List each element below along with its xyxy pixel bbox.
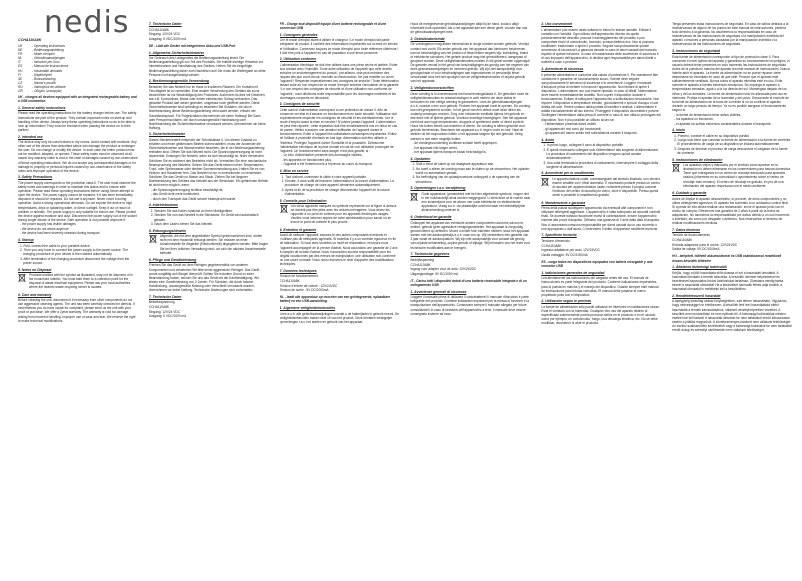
list-item: - l'alimentatore presenta danni visibili; [543,122,597,127]
language-item: DE - Bedienungsanleitung [18,48,64,53]
column-5 [541,22,661,575]
section-text: Les vieux appareils marqués du symbole représenté sur la figure ci-dessus ne doivent pas être jetés avec les ordures ménagères. Vous devez les rapporter à un point de collecte pour les appareils électriques usagés. Veuillez vous informer auprès de votre administration pour savoir où se trouve le point de collecte le plus proche. [290,204,397,225]
section-heading: 4. Inbetriebnahme [148,203,178,208]
list-item: - gli apparecchi non sono più funzionanti; [543,126,602,131]
section-heading: 1. Általános biztonsági tudnivalók [672,265,727,270]
section-heading: 1. Avvertenze generali di sicurezza [410,289,467,294]
intro-text: HU - beépített, tölthető akkumulátorral és USB csatlakozóval rendelkező összes készülék töltésére [672,254,782,263]
disposal-block [149,234,269,255]
spec-line: Tensión de funcionamiento [672,233,711,238]
section-heading: 1. Allgemeine Sicherheitshinweise [148,50,205,55]
spec-line: CCHA110A8K [541,243,562,248]
spec-line: CCHA110A8K [672,237,693,242]
list-item: 2. Nu hoeft u alleen de voeding maar aan te sluiten op de stroombron. Het opladen wordt nu automatisch gestart. [412,166,530,175]
section-text: Antes de limpiar el aparato desconéctelo, si procede, de otros componentes y no utilice detergentes agresivos. El aparato fue sometido a un cuidadoso control final. Si a pesar de ello desea realizar una reclamación, envíe el aparato junto con el recibo de compra. Ofrecemos una garantía de 2 años a partir de la fecha de adquisición. No asumimos la responsabilidad por daños debido a un uso incorrecto o indebido, así como por desgaste o deterioro. Nos reservamos el derecho de realizar modificaciones técnicas. [672,196,790,226]
section-heading: 4. Inicio [672,128,685,133]
section-heading: 6. Manutenzione e garanzia [541,200,586,205]
section-text: Lire le mode d'emploi avant d'utiliser le chargeur ! Le mode d'emploi fait partie intégrante du produit. Il contient des informations importantes sur la mise en service et l'utilisation. Conservez toujours ce mode d'emploi pour toute référence ultérieure ! Il doit être joint à l'appareil en cas de passation à une tierce personne. [279,38,399,55]
section-heading: 2. Utilisation conforme [279,57,317,62]
list-item: - die Spannungsversorgung sichtbar beschädigt ist, [150,187,224,192]
list-item: - Le bloc d'alimentation présente des dommages visibles, [281,153,363,158]
crossed-bin-icon [18,273,26,283]
list-item: 1. First, connect the cable to your portable device. [20,243,91,248]
text-columns [18,22,792,575]
section-heading: 1. General safety instructions [18,105,66,110]
spec-line: Tension de fonctionnement [279,274,318,279]
section-heading: 2. Gebruiksdoeleinde [410,36,445,41]
column-3 [280,22,400,575]
spec-line: Uscita voltaggio: 5V DC/1000mA [541,252,588,257]
column-2 [149,22,269,575]
disposal-block [18,273,138,290]
section-text: De voedingsbron mag alleen binnenshuis in droge ruimten worden gebruikt. Vermijd contact met vocht. Elk ander gebruik van het apparaat dan hierboven beschreven kan tot beschadiging van het product of letsel leiden wegens bijv. kortsluiting, brand of elektrische schokken. Het gehele product mag niet gemodificeerd, aangepast of geopend worden. Deze veiligheidsinstructies moeten in elk geval worden opgevolgd! De garantie vervalt in het geval van beschadigingen als gevolg van het negeren van deze gebruiksaanwijzingen en verkeerd gebruik. Wij zijn niet aansprakelijk voor gevolgschade of voor beschadigingen aan eigendommen of persoonlijk letsel veroorzaakt door het niet opvolgen van de veiligheidsinstructies of onjuist gebruik van het apparaat. [410,42,530,84]
section-heading: 6. Care and warranty [18,292,52,297]
list-item: - los aparatos no funcionan, [674,117,714,122]
section-text: Products marked with the symbol as illustrated, may not be disposed of in the household rubbish. You must take them to a collection point for the disposal of waste electrical equipment. Please ask your local authorities where the nearest waste recycling center is located. [29,273,133,290]
section-text: Before cleaning the unit, disconnect it if necessary from other components do not use aggressive cleaning agents. The unit has been carefully checked for defects. If nevertheless you do have cause for complaint, please send us the unit with your proof of purchase. We offer a 2year warranty. The warranty is void for damage arising from incorrect handling, improper use or wear and tear. We reserve the right to make technical modifications. [18,298,136,323]
section-text: Los aparatos viejos y marcados por el símbolo como aparece en la ilustración no deben eliminarse en los contenedores para basura doméstica. Tiene que entregarlos en un centro de reciclaje adecuado para aparatos usados (informese en su comunidad o ayuntamiento sobre el centro de reciclaje más cercano). El centro de reciclaje es gratuito, en pro de una eliminación del aparato respetuosa con el medio ambiente. [683,163,791,188]
list-item: 2. Then you only have to connect the power supply to the power source. The charging procedure of your device is then started automatically. [20,248,128,257]
spec-line: Tension d'entrée de voiture : 12V/24VDC [279,283,338,288]
list-item: 2. Luego sólo tiene que conectar la fuente de alimentación a la fuente de corriente. El procedimiento de carga de su dispositivo se iniciará automáticamente. [674,138,792,147]
spec-line: Betriebsspannung [148,300,175,305]
section-text: Tenga presentes estas instrucciones de seguridad. En caso de daños debidos a la inobservancia de alguno de los puntos de este manual de instrucciones, perderá todo derecho a la garantía. No asumiremos la responsabilidad en caso de inobservancia de las instrucciones de seguridad o la manipulación indebida del aparato o lesiones a personas causadas por la manipulación indebida o la inobservancia de las instrucciones de seguridad. [672,22,789,47]
section-heading: 6. Onderhoud en garantie [410,215,452,220]
section-text: A tápegység kizárólag száraz helyiségekben, zárt térben használható. Vigyázzon, hogy nedvességgel ne érintkezzen. A készülék fent leírt használatától eltérő használata a termék károsodásához, valamint veszélyhelyzethez vezethet. A készülék nem módosítható és nem nyitható fel. A biztonsági tudnivalókat minden esetben be kell tartani! A használati útmutató be nem tartásából eredő károsodások esetén a jótállás megszűnik. A következményes károkért nem vállalunk felelősséget. Az eszköz szakszerűtlen kezeléséből vagy a biztonsági tudnivalók be nem tartásából eredő dologi és személyi sérülésekért nem vállalunk felelősséget. [672,299,792,333]
section-text: Altgeräte, die mit dem abgebildeten Symbol gekennzeichnet sind, dürfen nicht mit dem Hausmüll entsorgt werden. Sie müssen an einer Annahmestelle für Altgeräte (Elektronikmüll) abgegeben werden. Bitte fragen Sie bei Ihrer örtlichen Verwaltung nach, wo sich die nächste Annahmestelle befindet. [159,234,269,255]
language-list [18,44,138,93]
list-item: 3. After termination of the charging procedure disconnect the voltage from the power source. [20,256,130,265]
section-heading: 3. Veiligheidsvoorschriften [410,85,454,90]
section-text: Please read the operating instructions for the battery charger before use. The safety instructions are part of the product. They contain important notes on start-up and handling of the device. Always keep these operating instructions so as to be able to look up information! They must be enclosed when passing the device on to third parties! [18,111,137,132]
section-heading: 1. Consignes générales [279,32,318,37]
crossed-bin-icon [280,204,288,214]
crossed-bin-icon [541,177,549,187]
spec-line: Ausgang: 5 VDC/1000 mA [148,36,187,41]
section-text: Deze voeding is in overeenkomst met beschermingsklasse II. De gebruiker moet de veiligheidsinstructies en waarschuwingen in acht nemen om deze status te behouden en een veilige werking te garanderen. Lees de gebruiksaanwijzingen a.u.b. voordat u een voor gebruik. Probeer het apparaat nooit te openen. De voeding kan niet gerepareerd worden. In het geval van een defect moet deze direct als zodanig vervangen worden. Zorg voor voldoende ventilatie tijdens het gebruik en dek deze niet af tijdens gebruik. Voorkom krachtige bewegingen. Stel het apparaat niet bloot aan hoge temperaturen, druppels of spetterend water of direct zonlicht. Houd het buiten bereik van kinderen of dieren. De voeding is alleen geschikt voor gebruik binnenshuis. Bescherm het apparaat a.u.b. tegen vocht en stof. Haal de stekker uit het stopcontact indien u het apparaat langere tijd niet gebruikt. Veilig werken is niet meer mogelijk indien: [410,91,530,141]
section-heading: 7. Datos técnicos [672,227,701,232]
section-heading: 2. Bestimmungsgemäße Verwendung [148,79,209,84]
section-heading: 3. Avvertenze di sicurezza [541,66,584,71]
spec-line: Salida de voltaje: 5V DC/1000mA [672,247,720,252]
list-item: - gli apparecchi hanno subito forti sollecitazioni durante il trasporto. [543,131,638,136]
section-text: Prima della pulizia scollegare l'apparecchio da eventuali altri componenti e non utilizzare detergenti aggressivi. L'apparecchio è stato sottoposto ad accurati controlli finali. Se doveste tuttavia riscontrare motivi di contestazione, inviare l'apparecchio insieme alla prova d'acquisto. Offriamo una garanzia di 2 anni dalla data di acquisto. Non ci assumiamo nessuna responsabilità per danni causati da un uso scorretto o non appropriato o dall'usura. Ci riserviamo il diritto di apportare modifiche tecniche. [541,206,661,231]
list-item: 1. In primo luogo, collegare il cavo al dispositivo portatile. [543,143,624,148]
list-item: 3. Na beëindiging van de oplaadprocedure ontkoppelt u de spanning van de stroombron. [412,175,520,184]
spec-line: Tension de sortie : 5V DC/1000mA [279,288,329,293]
section-heading: 5. Opmerkingen t.a.v. verwijdering [410,186,466,191]
list-item: 1. Stecken Sie das Kabel zunächst an Ihren Mobilgeräten. [150,208,233,213]
spec-line: Tensione d'esercizio [541,238,570,243]
section-heading: 7. Technische gegevens [410,252,450,257]
crossed-bin-icon [410,192,418,202]
section-heading: 3. Instrucciones de seguridad [672,49,721,54]
section-heading: 7. Technische Daten [148,22,182,26]
section-heading: 4. Avvio [541,137,555,142]
section-text: The power supply corresponds to the protection class II. The user must observe the safety notes and warnings in order to maintain this status and to ensure safe operation. Please read these operating instructions before using! Never attempt to open the device. The power supply cannot be repaired. If it has been immediately disposed of should be replaced. Do not use it anymore. Never cover it during operation. Avoid a strong operational demands. Do not expose the device to high temperatures, drips or splashing water, or direct sunlight. Keep it out of reach of children or animals. The power supply is only suitable for indoor use. Please protect the device against moisture and dust. Disconnect the power supply out of the socket during longer disuse of the device. Safe operation is not possible anymore if: [18,180,137,222]
list-item: - l'appareil a été fortement mis à l'épreuve au cours du transport. [281,162,373,167]
language-item: HU - Használati útmutató [18,68,63,73]
list-item: - la fuente de alimentación tiene daños visibles, [674,112,742,117]
spec-line: Entrada adaptador para el coche: 12V/24VDC [672,242,738,247]
section-text: Lea atentamente las instrucciones del cargador antes del uso. El manual de instrucciones es parte integrante del producto. Contiene indicaciones importantes para la puesta en marcha y el manejo del dispositivo. Guarde siempre este manual de instrucciones para futuras consultas. El manual debe pasarse al nuevo propietario junto con el dispositivo. [541,276,659,297]
section-text: Ontkoppel het apparaat van eventuele andere componenten alvorens schoon te maken; gebruik geen agressieve reinigingsmiddelen. Het apparaat is zorgvuldig gecontroleerd op defecten. Mocht u echter toch klachten hebben, stuur het apparaat samen met het aankoopbewijs a.u.b. naar ons op. Wij verstrekken een garantie van 2 jaar vanaf de aankoopdatum. Wij zijn niet aansprakelijk voor schade als gevolg van onjuiste behandeling, onjuist gebruik of slijtage. Wij behouden ons het recht voor technische modificaties aan te brengen. [410,221,531,250]
list-item: 2. Stecken Sie nun das Netzteil in die Steckdose. Ihr Gerät wird automatisch geladen. [150,213,259,222]
intro-text: NL - laadt alle apparatuur op voorzien van een geïntegreerde, oplaadbare batterij en een USB-aansluiting. [279,295,391,304]
section-text: Vor Gebrauch des Ladegerätes die Bedienungsanleitung lesen! Die Bedienungsanleitung gilt von Teil des Produkts. Sie enthält wichtige Hinweise zur Inbetriebnahme und Handhabung des Gerätes. Heben Sie die beigefügte Bedienungsanleitung daher zum Nachlesen auf! Die muss die Weitergabe an dritte Personen mit ausgehändigt werden. [148,56,266,77]
language-item: RO - Instrucţiuni de utilizare [18,84,66,89]
list-item: 3. Après la fin de la procédure de charge déconnectez l'appareil de la source d'alimentation. [281,187,390,196]
list-item: - the device had been severely stressed during transport. [20,231,101,236]
spec-line: CCHA110A8K [410,262,431,267]
section-heading: 1. Indicaciones generales de seguridad [541,270,605,275]
list-item: 1. Sluit u eerst de kabel op uw draagbare apparatuur aan. [412,162,494,167]
list-item: - het apparaat tijdens transport zwaar beschadigd is. [412,150,487,155]
list-item: 1. Tout d'abord, connectez le câble à votre appareil portable. [281,174,367,179]
spec-line: Bedrijfsspanning [410,257,435,262]
section-text: Houd de meegeleverde gebruiksaanwijzingen altijd bij de hand, zodat u altijd informatie kunt opzoeken! Als u het apparaat aan een derde geeft, voorzie dan ook de gebruiksaanwijzingen mee. [410,22,528,35]
crossed-bin-icon [672,163,680,173]
crossed-bin-icon [149,234,157,244]
section-heading: 6. Cuidado y garantía [672,190,707,195]
section-heading: 5. Conseils pour l'élimination [279,198,327,203]
section-heading: 2. Utilización según lo previsto [541,299,592,304]
spec-line: Ausgang: 5 VDC/1000 mA [148,314,187,319]
language-item: FI - Käyttöohjeet [18,72,52,77]
section-heading: 5. Instrucciones de eliminación [672,157,723,162]
list-item: 2. È quindi necessario collegare solo l'alimentatore alla sorgente di alimentazione. La procedura di caricamento del dispositivo vengono quindi avviate automaticamente. [543,147,659,161]
section-text: Leggere il manuale prima di utilizzare il caricabatterie! Il manuale d'istruzioni è parte integrante del prodotto. Contiene indicazioni importanti per la messa in funzione e la manipolazione dell'apparecchio. Conservare sempre il manuale allegato per future consultazioni! In caso di cessione dell'apparecchio a terzi, il manuale deve essere consegnato insieme ad esso. [410,295,530,316]
section-heading: 3. Sicherheitshinweise [148,132,186,137]
section-heading: 2. Uso conveniente [541,22,573,26]
list-item: - das Gerät nicht mehr funktioniert, [150,192,200,197]
language-item: ES - Manual de instrucciones [18,64,69,69]
section-text: Benutzen Sie das Netzteil nur im Haus in trockenen Räumen. Ein Kontakt mit Feuchtigkeit ist zu vermeiden. Eine andere Verwendung des Gerätes als zuvor beschrieben ist zur Beschädigung des Produktes. Außerdem ist dies mit Gefahren, wie z.B. Kurzschluss, Brand oder einem elektrischen Schlag verbunden. Das gesamte Produkt darf weder geändert, umgebaut noch geöffnet werden. Diese Sicherheitshinweise sind unbedingt zu beachten! Bei Schäden, die durch Nichtbeachtung dieser Bedienungsanleitung verursacht werden, erlischt der Garantieanspruch. Für Folgeschäden übernehmen wir keine Haftung! Bei Sach- oder Personenschäden, die durch unsachgemäße Handhabung oder Nichtbeachtung der Sicherheitshinweise verursacht werden, übernehmen wir keine Haftung. [148,84,266,130]
language-item: CZ - Návod k použití [18,80,56,85]
section-text: The device may only be used indoors in dry rooms. Avoid contact with moisture. Any other use of the device than described above can damage the product or endanger the user. Do not change or modify the device. In such case the entire product must not be modified, adapted, or opened. These safety notes must be observed at all cases! Any warranty claim is void in the case of damages caused by non-observance of these operating instructions. We do not accept any consequential damages or for damage to property or personal injuries caused by non-observance of the safety notes and improper operation of the device. [18,140,138,173]
list-item: - les appareils ne fonctionnent plus, [281,157,332,162]
section-text: L'alimentatore può essere usato soltanto in interni in stanze asciutte. Evitare il contatto con l'umidità. Ogni utilizzo dell'apparecchio diverso da quello precedentemente descritto provoca il danneggiamento del prodotto e può comportare rischi di cortocircuito, incendio, scossa elettrica ecc. Non si possono modificare, trasformare o aprire il prodotto. Seguire scrupolosamente queste avvertenze di sicurezza! La garanzia decade in caso di danni causati dal mancato rispetto di queste istruzioni. In caso di inosservanza delle avvertenze di sicurezza e di uso improprio dell'apparecchio, si declina ogni responsabilità per danni diretti o indiretti a cose o persone. [541,27,659,65]
section-text: Oude apparatuur, gemarkeerd met het hier afgebeelde symbool, mogen niet in het huishoudelijk afval worden weggegooid. U dient deze af te voeren naar een inzamelpunt voor de afvoer van oude elektrische en elektronische apparatuur. Vraag a.u.b. uw plaatselijke overheid waar het dichtstbijzijnde afvalverwerking centrum is. [421,191,531,213]
spec-line: Uitgangsvoltage: 5V DC/1000 mA [410,271,459,276]
section-text: Kérjük, hogy a töltő használata előtt olvassa el ezt a használati útmutatót. A használati útmutató a termék tartozéka. A készülék üzembe helyezésével és kezelésével kapcsolatos fontos tudnivalókat tartalmaz. Olvasásra mindig tartsa kéznél a használati útmutatót! Ha a készüléket harmadik félnek adja tovább, a használati útmutatót is mellékelni kell a készülékhez. [672,270,784,292]
intro-text: FR - Charge tout dispositif équipé d'une batterie rechargeable et d'une connexion USB [279,22,387,31]
spec-line: CCHA110A8K [148,27,169,32]
section-text: Esta fuente de alimentación corresponde al tipo de protección clase II. Para conservar el nivel óptimo del aparato y garantizar su funcionamiento sin peligros, el usuario deberá tener presentes en todo momento las instrucciones de seguridad. Antes de la puesta en marcha del aparato lea este manual de instrucciones. Nunca intente abrir el aparato. La fuente de alimentación no se puede reparar; debe desecharse de inmediato en caso de que falle. Procure que el aparato esté suficientemente ventilado. Nunca cubra el aparato mientras esté en uso. Evite someter el aparato a fuertes esfuerzos mecánicos. No exponga el aparato a temperaturas elevadas, agua o a la luz directa del sol. Manténgalo alejado de los niños y de los animales. La fuente de alimentación solo es adecuada para uso en interiores. Proteja el aparato de la humedad y del polvo. Desconecte el enchufe de la fuente de alimentación de la toma de corriente si no va a utilizar el aparato durante un largo periodo de tiempo. Ya no es posible asegurar el funcionamiento seguro si: [672,54,790,112]
column-6 [672,22,792,575]
spec-line: Eingang: 12V/24 VDC [148,309,181,314]
intro-text: IT - Carica tutti i dispositivi dotati di una batteria ricaricabile integrata e di un collegamento USB [410,278,527,288]
list-item: 3. Una volta terminata la procedura di caricamento, interrompere il voltaggio della sorgente di alimentazione. [543,160,659,169]
section-heading: 6. Pflege und Gewährleistung [148,257,197,262]
list-item: 3. Nach dem Laden ziehen Sie das Netzteil. [150,222,213,227]
disposal-block [672,163,792,188]
column-1 [18,22,138,575]
section-heading: 4. Opstarten [410,156,431,161]
section-text: La fuente de alimentación sólo puede utilizarse en interiores en habitaciones secas. Evite el contacto con la humedad. Cualquier otro uso del aparato distinto al especificado anteriormente podría provocar daños en el producto o en el usuario, como por ejemplo, un cortocircuito, fuego, una descarga eléctrica, etc. No se debe modificar, reconstruir ni abrir el producto. [541,304,660,326]
language-item: SE - Bruksanvisning [18,76,56,81]
section-text: Il presente alimentatore è conforme alla classe di protezione II. Per mantenere tale condizione e garantire un funzionamento sicuro, l'utente deve seguire scrupolosamente le istruzioni di sicurezza e le avvertenze. Leggere il manuale d'istruzioni prima di mettere in funzione l'apparecchio. Non tentare di aprire il dispositivo. L'alimentatore non può essere riparato; in caso di difetti, l'alimentatore deve essere immediatamente smaltito. Non coprire il dispositivo durante il funzionamento. Evitare di sottoporre l'apparecchio a sollecitazioni meccaniche. Non esporre il dispositivo a temperature elevate, gocciolamenti o spruzzi d'acqua o luce diretta del sole. Tenere lontano dalla portata di bambini e animali. L'alimentatore è adatto esclusivamente all'uso interno. Proteggere il dispositivo da umidità e polvere. Scollegare l'alimentatore dalla presa di corrente in caso di non utilizzo prolungato del dispositivo. Non è più possibile un utilizzo sicuro se: [541,72,661,122]
section-text: Cette source d'alimentation correspond à une protection de classe II. Afin de conserver cet état et d'assurer un fonctionnement en toute sécurité, l'utilisateur doit impérativement respecter les consignes de sécurité et les avertissements. Lire le mode d'emploi avant la mise en service ! N'ouvrez jamais l'appareil. L'alimentation ne peut être réparée : cette réparation doit être immédiatement mis en rebut en cas de panne. Veillez à assurer une aération suffisante de l'appareil durant le fonctionnement. Eviter à l'appareil les sollicitations mécaniques importantes. Evitez de l'utiliser à proximité d'enfants en bas âge. Alimentation doit être utilisée à l'intérieur. Protégez l'appareil contre l'humidité et la poussière. Débrancher l'alimentation électrique de la prise murale en cas de non utilisation prolongée de l'appareil. Un fonctionnement sans danger n'est plus garanti, si : [279,107,398,153]
section-text: Le apparecchiature usate, contrassegnate dal simbolo illustrato, non devono essere smaltite con i rifiuti domestici. È necessario portarle presso un centro di raccolta per apparecchiature usate; richiedere presso il proprio comune l'indirizzo del centro di raccolta più vicino, dove è disponibile. Presso questi centri è possibile lo smaltimento gratuito. [552,176,661,198]
language-item: GR - Οδηγίες λειτουργίας [18,89,62,94]
section-heading: 4. Startup [18,238,34,243]
section-heading: 2. Rendeltetésszerű használat [672,293,721,298]
spec-line: Ingresso adattatore per auto: 12V/24VDC [541,248,600,253]
disposal-block [541,177,661,198]
language-item: UK - Operating instructions [18,43,65,48]
language-item: FR - Mode d'emploi [18,52,55,57]
intro-text: UK - charges all devices equipped with an integrated rechargeable battery and a USB connection. [18,95,137,104]
list-item: - the power supply has visible damages [20,222,76,227]
disposal-block [280,204,400,225]
section-text: Dieses Steckernetzteil entspricht der Schutzklasse II. Um diesen Zustand zu erhalten und einen gefahrlosen Betrieb sicherzustellen, muss der Anwender die Sicherheitshinweise und Warnvermerke beachten, die in der Bedienungsanleitung enthalten sind. Öffnen Sie das Netzteil nicht. Die Spannungsversorgung ist nicht reparierbar. Entsorgen Sie Netzteil, wenn es sich beschädigt ist. Nicht verwenden. Schützen Sie es während des Betriebes nicht ab. Vermeiden Sie eine mechanische Beanspruchung des Netzteils. Setzen Sie das Gerät keinen hohen Temperaturen, Tropf- oder Spritzwasser oder direkter Sonneneinstrahlung aus. Halten Sie es von Kindern und Haustieren fern. Das Netzteil ist nur in Innenräumen zu verwenden. Schützen Sie das Gerät vor Nässe und Staub. Ziehen Sie bei längerer Nichtbenutzung des Gerätes das Netzteil aus der Steckdose. Ein gefahrloser Betrieb ist nicht mehr möglich, wenn: [148,138,269,188]
section-text: Avant de nettoyer l'appareil, séparez-le des autres composants éventuels et n'utilisez pas de nettoyants agressifs. Si toutefois il y a un contrôle rigoureux en fin de fabrication. Si vous avez toutefois un motif de réclamation, renvoyez-nous l'appareil accompagné de la preuve d'achat. Nous accordons une garantie de 2 ans à compter de la date d'achat. Nous n'acceptons aucune responsabilité pour les dégâts occasionnés par des erreurs de manipulation, une utilisation non-conforme ou une usure normale. Nous nous réservons le droit d'apporter des modifications techniques. [279,233,398,266]
section-heading: 1. Algemene veiligheidsinstructies [279,306,336,311]
language-item: IT - Istruzioni per l'uso [18,60,60,65]
intro-text: ES - carga todos los dispositivos equipados con batería recargable y una conexión USB [541,260,653,269]
language-item: NL - Gebruiksaanwijzingen [18,56,66,61]
section-heading: 3. Consignes de sécurité [279,102,320,107]
list-item: - het apparaat niet langer werkt, [412,145,458,150]
spec-line: CCHA110A8K [279,278,300,283]
section-text: Trennen Sie das Gerät vor dem Reinigen gegebenenfalls von anderen Komponenten und verwenden Sie bitte keine aggressiven Reiniger. Das Gerät wurde sorgfältig auf Mängel überprüft. Sollten Sie trotzdem Grund zu einer Beanstandung haben, senden Sie uns das Gerät mit der Kaufbestätigung. Wir leisten eine Gewährleistung von 2 Jahren. Für Schäden, die durch falsche Handhabung, unsachgemäße Nutzung oder Verschleiß verursacht wurden, übernehmen wir keine Haftung. Technische Änderungen sind vorbehalten. [148,263,260,293]
list-item: - de voedingsvoorziening zichtbare schade heeft opgelopen, [412,141,498,146]
section-heading: 4. Mise en service [279,169,309,174]
spec-line: CCHA110A8K [148,304,169,309]
spec-line: Ingang voor adapter voor de auto: 12V/24VDC [410,267,477,272]
section-heading: 5. Entsorgungshinweis [148,228,186,233]
list-item: 3. Después de terminar el proceso de carga desconecte el cargador de la fuente de corriente. [674,146,788,155]
list-item: - the device do not works anymore [20,226,69,231]
column-4 [410,22,530,575]
intro-text: DE - Lädt alle Geräte mit integriertem Akku und USB-Port [148,44,236,49]
section-text: Lees a.u.b. alle gebruiksaanwijzingen voordat u de batterijlader in gebruik neemt. De veiligheidsinstructies maken deel uit van het product. Deze bevatten belangrijke opmerkingen t.a.v. het starten en gebruik van het apparaat. [279,311,400,324]
section-heading: 5. Notes on Disposal [18,267,52,272]
section-heading: 5. Avvertenze per lo smaltimento [541,171,595,176]
section-heading: 2. Intended use [18,134,43,139]
model-number: CCHA110A8K [18,38,42,42]
list-item: - durch den Transport das Gerät schwer beansprucht wurde. [150,196,237,201]
section-heading: 7. Données techniques [279,268,317,273]
section-heading: 7. Specifiche tecniche [541,233,577,238]
list-item: - el aparato ha sufrido esfuerzos considerables durante el transporte. [674,121,772,126]
list-item: 1. Primero, conecte el cable en su dispositivo portátil. [674,133,750,138]
list-item: 2. Ensuite, il vous suffit de brancher l'alimentation à la source d'alimentation. La procédure de charge de votre appareil démarrera automatiquement. [281,179,394,188]
brand-logo: nedis [44,5,130,40]
section-heading: 7. Technische Daten [148,294,182,299]
section-heading: 3. Safety Precautions [18,175,53,180]
disposal-block [410,192,530,213]
spec-line: Eingang: 12V/24 VDC [148,32,181,37]
section-text: L'alimentation électrique ne doit être utilisée dans une pièce sèche et abritée. Eviter tout contact avec l'humidité. Toute autre utilisation de l'appareil que celle décrite entraîne un endommagement du produit ; par ailleurs, cela peut entraîner des risques tels que court-circuit, incendie ou électrocution. Ne pas modifier ou ouvrir l'appareil ! Respecter impérativement ces consignes de sécurité ! Toute détérioration faisant suite au non respect de ce mode d'emploi entraîne l'annulation de la garantie ! Le non-respect des consignes de sécurité et d'une utilisation non-conforme de l'appareil ; nous déclinons toute responsabilité pour les dommages matériels et les dommages corporels en découlant. [279,62,399,100]
section-heading: 6. Entretien et garantie [279,227,317,232]
